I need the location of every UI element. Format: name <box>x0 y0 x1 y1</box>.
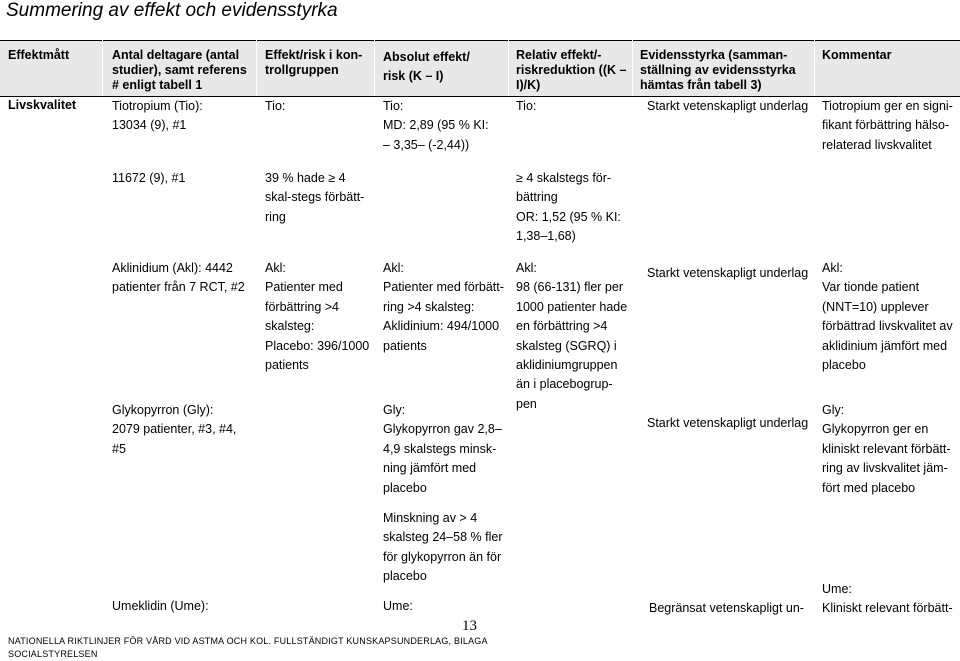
tio2-kontroll: 39 % hade ≥ 4 skal-stegs förbätt- ring <box>265 171 365 224</box>
akl-kommentar: Akl: Var tionde patient (NNT=10) upplever förbättrad livskvalitet av aklidinium jämfört med placebo <box>822 261 953 373</box>
header-separator <box>814 40 815 96</box>
effektmatt-livskvalitet: Livskvalitet <box>8 98 77 112</box>
gly-kommentar: Gly: Glykopyrron ger en kliniskt relevant förbätt- ring av livskvalitet jäm- fört med placebo <box>822 403 951 495</box>
ume-evidens: Begränsat vetenskapligt un- <box>649 601 804 615</box>
header-separator <box>374 40 375 96</box>
akl-evidens: Starkt vetenskapligt underlag <box>647 266 809 280</box>
header-absolut: Absolut effekt/ risk (K – I) <box>383 50 470 83</box>
tio-evidens: Starkt vetenskapligt underlag <box>647 99 809 113</box>
ume-kommentar: Ume: Kliniskt relevant förbätt- <box>822 582 953 616</box>
ume-absolut: Ume: <box>383 599 413 613</box>
tio-absolut: Tio: MD: 2,89 (95 % KI: – 3,35– (-2,44)) <box>383 99 489 152</box>
footer-title: NATIONELLA RIKTLINJER FÖR VÅRD VID ASTMA OCH KOL. FULLSTÄNDIGT KUNSKAPSUNDERLAG, BILAGA <box>8 636 488 646</box>
header-separator <box>508 40 509 96</box>
tio-relativ: Tio: <box>516 99 537 113</box>
header-kontroll: Effekt/risk i kon- trollgruppen <box>265 48 363 77</box>
tio-kontroll: Tio: <box>265 99 286 113</box>
gly-deltagare: Glykopyrron (Gly): 2079 patienter, #3, #4, #5 <box>112 403 237 456</box>
tio2-relativ: ≥ 4 skalstegs för- bättring OR: 1,52 (95 % KI: 1,38–1,68) <box>516 171 621 244</box>
tio-kommentar: Tiotropium ger en signi- fikant förbättring hälso- relaterad livskvalitet <box>822 99 953 152</box>
header-separator <box>102 40 103 96</box>
header-kommentar: Kommentar <box>822 48 892 62</box>
gly-absolut-extra: Minskning av > 4 skalsteg 24–58 % fler för glykopyrron än för placebo <box>383 511 503 584</box>
header-deltagare: Antal deltagare (antal studier), samt referens # enligt tabell 1 <box>112 48 247 92</box>
ume-deltagare: Umeklidin (Ume): <box>112 599 209 613</box>
footer-publisher: SOCIALSTYRELSEN <box>8 649 98 659</box>
akl-relativ: Akl: 98 (66-131) fler per 1000 patienter hade en förbättring >4 skalsteg (SGRQ) i aklidiniumgruppen än i placebogrup- pen <box>516 261 628 411</box>
akl-absolut: Akl: Patienter med förbätt- ring >4 skalsteg: Aklidinium: 494/1000 patients <box>383 261 504 353</box>
header-effektmatt: Effektmått <box>8 48 70 62</box>
header-evidens: Evidensstyrka (samman- ställning av evidensstyrka hämtas från tabell 3) <box>640 48 796 92</box>
page-number: 13 <box>462 618 477 634</box>
gly-absolut: Gly: Glykopyrron gav 2,8– 4,9 skalstegs minsk- ning jämfört med placebo <box>383 403 502 495</box>
header-relativ: Relativ effekt/- riskreduktion ((K – I)/K) <box>516 48 627 92</box>
header-separator <box>632 40 633 96</box>
akl-deltagare: Aklinidium (Akl): 4442 patienter från 7 RCT, #2 <box>112 261 245 295</box>
tio-deltagare: Tiotropium (Tio): 13034 (9), #1 <box>112 99 203 133</box>
akl-kontroll: Akl: Patienter med förbättring >4 skalsteg: Placebo: 396/1000 patients <box>265 261 370 373</box>
page-title: Summering av effekt och evidensstyrka <box>6 0 338 21</box>
header-separator <box>256 40 257 96</box>
gly-evidens: Starkt vetenskapligt underlag <box>647 416 809 430</box>
tio2-deltagare: 11672 (9), #1 <box>112 171 186 185</box>
